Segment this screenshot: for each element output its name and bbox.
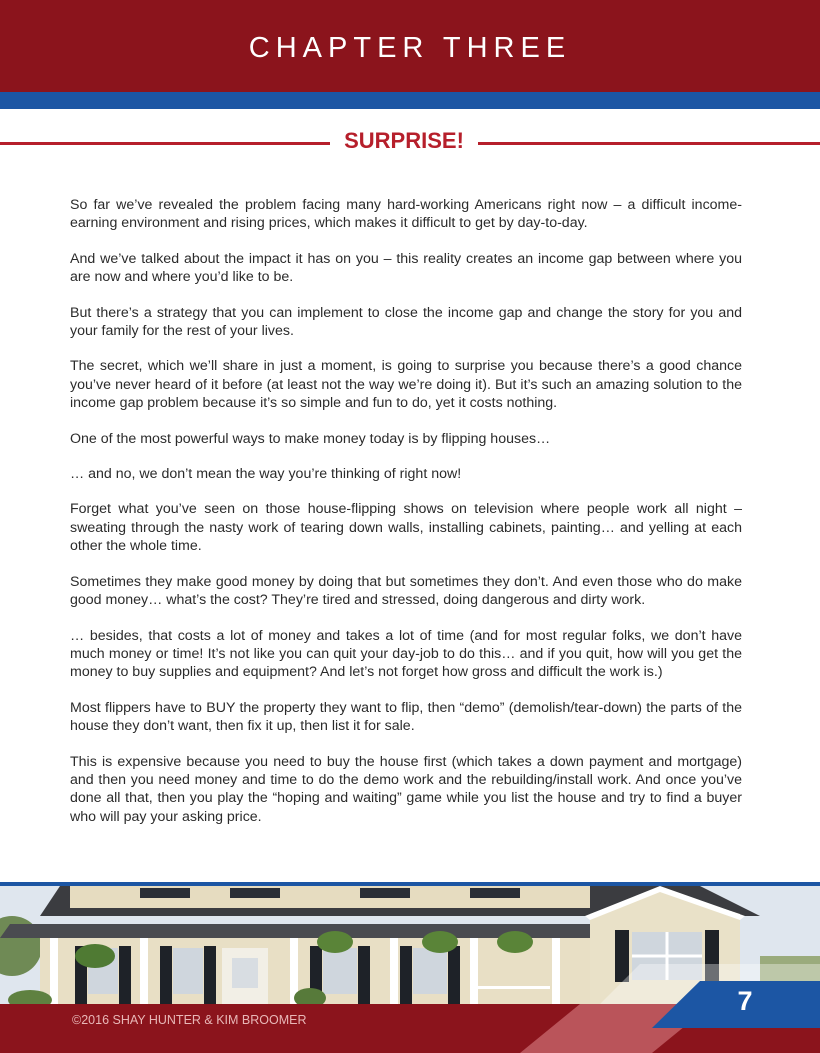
- paragraph: Sometimes they make good money by doing that but sometimes they don’t. And even those who do make good money… what’s the cost? They’re tired and stressed, doing dangerous and dirty work.: [70, 573, 742, 609]
- section-rule-right: [478, 142, 820, 145]
- paragraph: … besides, that costs a lot of money and takes a lot of time (and for most regular folks, we don’t have much money or time! It’s not like you can quit your day-job to do this… and if you quit, how will you get the money to buy supplies and equipment? And let’s not forget how gross and difficult the work is.): [70, 627, 742, 681]
- paragraph: … and no, we don’t mean the way you’re thinking of right now!: [70, 466, 462, 483]
- copyright-text: ©2016 SHAY HUNTER & KIM BROOMER: [72, 1013, 307, 1027]
- paragraph: This is expensive because you need to buy the house first (which takes a down payment and mortgage) and then you need money and time to do the demo work and the rebuilding/install work. And once you’ve done all that, then you play the “hoping and waiting” game while you list the house and try to find a buyer who will pay your asking price.: [70, 753, 742, 825]
- paragraph: One of the most powerful ways to make money today is by flipping houses…: [70, 430, 551, 447]
- section-title: SURPRISE!: [344, 128, 464, 153]
- header-blue-stripe: [0, 92, 820, 109]
- paragraph: So far we’ve revealed the problem facing many hard-working Americans right now – a difficult income-earning environment and rising prices, which makes it difficult to get by day-to-day.: [70, 197, 742, 232]
- paragraph: The secret, which we’ll share in just a moment, is going to surprise you because there’s a good chance you’ve never heard of it before (at least not the way we’re doing it). But it’s such an amazing solution to the income gap problem because it’s so simple and fun to do, yet it costs nothing.: [70, 358, 742, 412]
- paragraph: Forget what you’ve seen on those house-flipping shows on television where people work all night – sweating through the nasty work of tearing down walls, installing cabinets, painting… and yelling at each other the whole time.: [70, 501, 742, 555]
- paragraph: But there’s a strategy that you can implement to close the income gap and change the story for you and your family for the rest of your lives.: [70, 304, 742, 340]
- chapter-title: CHAPTER THREE: [248, 32, 572, 64]
- chapter-header: [0, 0, 820, 92]
- body-text: [70, 196, 742, 843]
- page-number: 7: [737, 986, 753, 1016]
- section-rule-left: [0, 142, 330, 145]
- paragraph: Most flippers have to BUY the property they want to flip, then “demo” (demolish/tear-down) the parts of the house they don’t want, then fix it up, then list it for sale.: [70, 699, 742, 735]
- paragraph: And we’ve talked about the impact it has on you – this reality creates an income gap between where you are now and where you’d like to be.: [70, 250, 742, 286]
